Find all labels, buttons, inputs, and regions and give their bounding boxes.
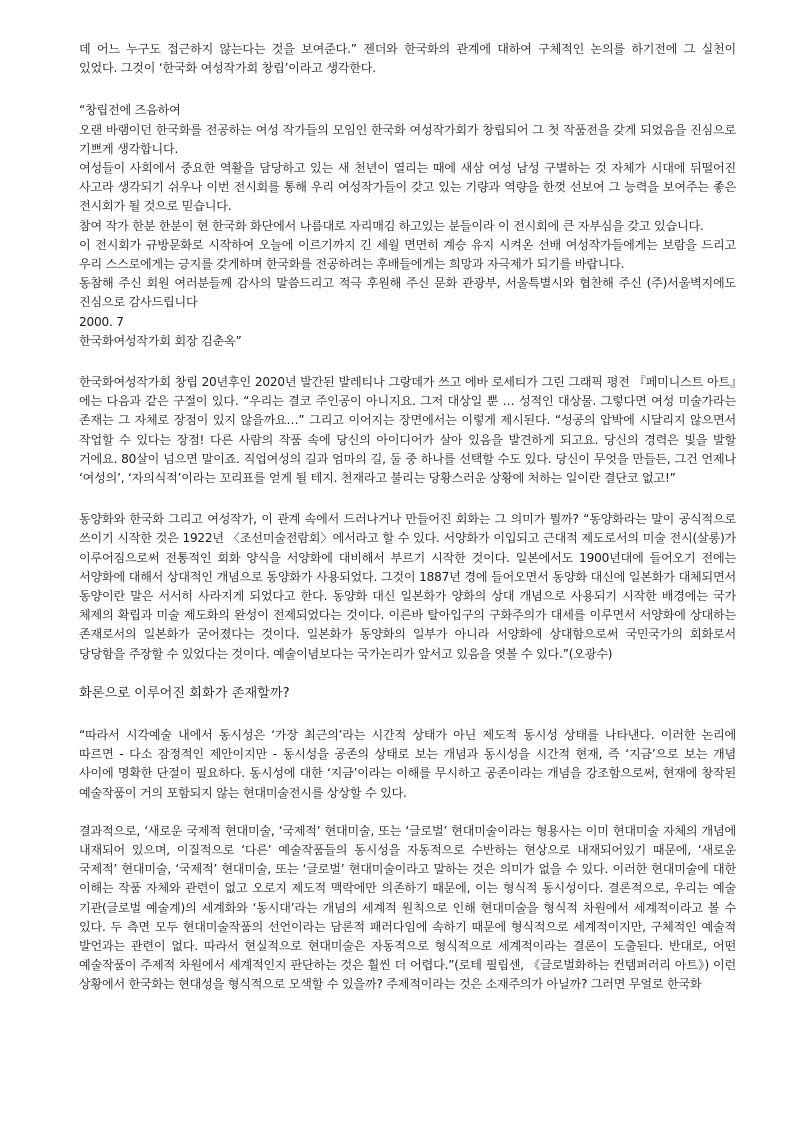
paragraph-conclusion — [79, 822, 736, 995]
letter-paragraph: 동참해 주신 회원 여러분들께 감사의 말씀드리고 적극 후원해 주신 문화 관광부, 서울특별시와 협찬해 주신 (주)서울벽지에도 진심으로 감사드립니다 — [79, 276, 736, 310]
text-paragraph: 한국화여성작가회 창립 20년후인 2020년 발간된 발레티나 그랑데가 쓰고 에바 로세티가 그린 그래픽 평전 『페미니스트 아트』에는 다음과 같은 구절이 있다. “우리는 결코 주인공이 아니지요. 그저 대상일 뿐 … 성적인 대상물. 그렇다면 여성 미술가라는 존재는 그 자체로 장점이 있지 않을까요…” 그리고 이어지는 장면에서는 이렇게 제시된다. “성공의 압박에 시달리지 않으면서 작업할 수 있다는 장점! 다른 사람의 작품 속에 당신의 아이디어가 살아 있음을 발견하게 되고요. 당신의 경력은 빛을 발할 거에요. 80살이 넘으면 말이죠. 직업여성의 길과 엄마의 길, 둘 중 하나를 선택할 수도 있다. 당신이 무엇을 만들든, 그건 언제나 ‘여성의’, ‘자의식적’이라는 꼬리표를 얻게 될 테지. 천재라고 불리는 당황스러운 상황에 처하는 일이란 결단코 없고!” — [79, 375, 736, 486]
paragraph-dongyanghwa — [79, 510, 736, 664]
paragraph-feminist-art — [79, 373, 736, 488]
letter-date: 2000. 7 — [79, 314, 124, 329]
paragraph-simultaneity — [79, 726, 736, 803]
letter-paragraph: 여성들이 사회에서 중요한 역활을 담당하고 있는 새 천년이 열리는 때에 새삼 여성 남성 구별하는 것 자체가 시대에 뒤떨어진 사고라 생각되기 쉬우나 이번 전시회를 통해 우리 여성작가들이 갖고 있는 기량과 역량을 한껏 선보여 그 능력을 보여주는 좋은 전시회가 될 것으로 믿습니다. — [79, 161, 736, 214]
paragraph-intro — [79, 40, 736, 78]
text-paragraph: 데 어느 누구도 접근하지 않는다는 것을 보여준다.” 젠더와 한국화의 관계에 대하여 구체적인 논의를 하기전에 그 실천이 있었다. 그것이 ‘한국화 여성작가회 창립’이라고 생각한다. — [79, 42, 736, 76]
section-heading: 화론으로 이루어진 회화가 존재할까? — [79, 685, 290, 701]
text-paragraph: “따라서 시각예술 내에서 동시성은 ‘가장 최근의’라는 시간적 상태가 아닌 제도적 동시성 상태를 나타낸다. 이러한 논리에 따르면 - 다소 잠정적인 제안이지만 - 동시성을 공존의 상태로 보는 개념과 동시성을 시간적 현재, 즉 ‘지금’으로 보는 개념 사이에 명확한 단절이 필요하다. 동시성에 대한 ‘지금’이라는 이해를 무시하고 공존이라는 개념을 강조함으로써, 현재에 창작된 예술작품이 거의 포함되지 않는 현대미술전시를 상상할 수 있다. — [79, 727, 736, 800]
letter-paragraph: 오랜 바램이던 한국화를 전공하는 여성 작가들의 모임인 한국화 여성작가회가 창립되어 그 첫 작품전을 갖게 되었음을 진심으로 기쁘게 생각합니다. — [79, 122, 736, 156]
quoted-letter — [79, 101, 736, 351]
letter-title: “창립전에 즈음하여 — [79, 103, 181, 118]
letter-signature: 한국화여성작가회 회장 김춘옥” — [79, 333, 242, 348]
letter-paragraph: 참여 작가 한분 한분이 현 한국화 화단에서 나름대로 자리매김 하고있는 분들이라 이 전시회에 큰 자부심을 갖고 있습니다. — [79, 218, 704, 233]
letter-paragraph: 이 전시회가 규방문화로 시작하여 오늘에 이르기까지 긴 세월 면면히 계승 유지 시켜온 선배 여성작가들에게는 보람을 드리고 우리 스스로에게는 긍지를 갖게하며 한국화를 전공하려는 후배들에게는 희망과 자극제가 되기를 바랍니다. — [79, 237, 736, 272]
text-paragraph: 결과적으로, ‘새로운 국제적 현대미술, ‘국제적’ 현대미술, 또는 ‘글로벌’ 현대미술이라는 형용사는 이미 현대미술 자체의 개념에 내재되어 있으며, 이질적으로 ‘다른’ 예술작품들의 동시성을 자동적으로 수반하는 현상으로 내재되어있기 때문에, ‘새로운 국제적’ 현대미술, ‘국제적’ 현대미술, 또는 ‘글로벌’ 현대미술이라고 말하는 것은 의미가 없을 수 있다. 이러한 현대미술에 대한 이해는 작품 자체와 관련이 없고 오로지 제도적 맥락에만 의존하기 때문에, 이는 형식적 동시성이다. 결론적으로, 우리는 예술 기관(글로벌 예술계)의 세계화와 ‘동시대’라는 개념의 세계적 원칙으로 인해 현대미술을 형식적 차원에서 세계적이라고 볼 수 있다. 두 측면 모두 현대미술작품의 선언이라는 담론적 패러다임에 속하기 때문에 형식적으로 세계적이지만, 구체적인 예술적 발언과는 관련이 없다. 따라서 현실적으로 현대미술은 자동적으로 형식적으로 세계적이라는 결론이 도출된다. 반대로, 어떤 예술작품이 주제적 차원에서 세계적인지 판단하는 것은 훨씬 더 어렵다.”(로테 필립센, 《글로벌화하는 컨템퍼러리 아트》) 이런 상황에서 한국화는 현대성을 형식적으로 모색할 수 있을까? 주제적이라는 것은 소재주의가 아닐까? 그러면 무얼로 한국화 — [79, 823, 736, 992]
text-paragraph: 동양화와 한국화 그리고 여성작가, 이 관계 속에서 드러나거나 만들어진 회화는 그 의미가 뭘까? “동양화라는 말이 공식적으로 쓰이기 시작한 것은 1922년 〈조선미술전람회〉에서라고 할 수 있다. 서양화가 이입되고 근대적 제도로서의 미술 전시(살롱)가 이루어짐으로써 전통적인 회화 양식을 서양화에 대비해서 부르기 시작한 것이다. 일본에서도 1900년대에 들어오기 전에는 서양화에 대해서 상대적인 개념으로 동양화가 사용되었다. 그것이 1887년 경에 들어오면서 동양화 대신에 일본화가 대체되면서 동양이란 말은 서서히 사라지게 되었다고 한다. 동양화 대신 일본화가 양화의 상대 개념으로 사용되기 시작한 배경에는 국가 체제의 확립과 미술 제도화의 완성이 전제되었다는 것이다. 이른바 탈아입구의 구화주의가 대세를 이루면서 서양화에 상대하는 존재로서의 일본화가 굳어졌다는 것이다. 일본화가 동양화의 일부가 아니라 서양화에 상대함으로써 국민국가의 회화로서 당당함을 주장할 수 있었다는 것이다. 예술이념보다는 국가논리가 앞서고 있음을 엿볼 수 있다.”(오광수) — [79, 512, 736, 661]
